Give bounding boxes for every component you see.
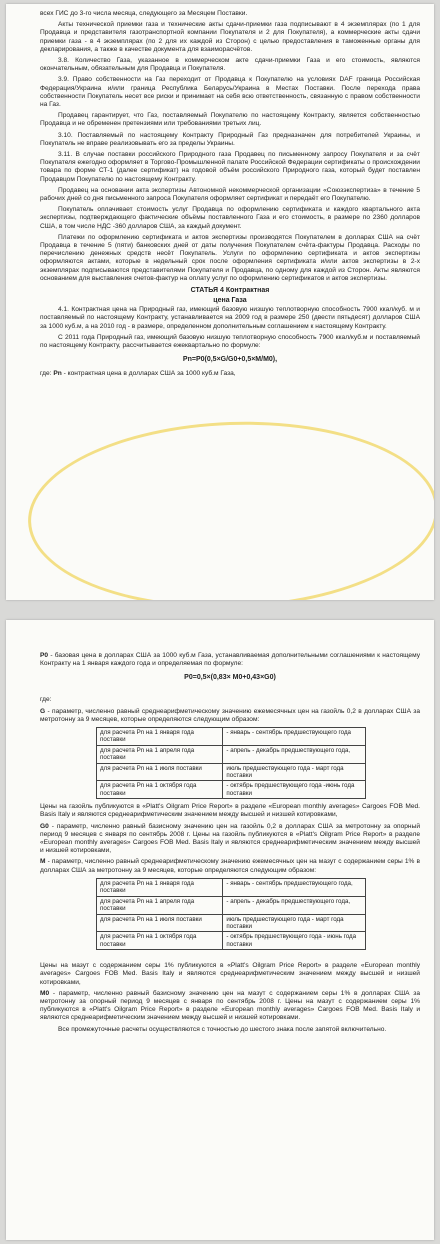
paragraph: всех ГИС до 3-го числа месяца, следующего за Месяцем Поставки.: [40, 10, 248, 17]
table-cell: - январь - сентябрь предшествующего года,: [223, 878, 366, 896]
table-cell: - октябрь предшествующего года - июнь года поставки: [223, 932, 366, 950]
where-label: где:: [40, 696, 52, 704]
table-row: [97, 728, 366, 746]
g-text: - параметр, численно равный среднеарифметическому значению ежемесячных цен на газойль 0,2 в долларах США за метротонну за 9 месяцев, которые определяются следующим образом:: [40, 707, 420, 723]
table-row: [97, 932, 366, 950]
final-paragraph: Все промежуточные расчеты осуществляются с точностью до шестого знака после запятой включительно.: [58, 1025, 387, 1033]
g0-symbol: G0: [40, 822, 49, 830]
m-period-table: [96, 878, 366, 950]
m0-text: - параметр, численно равный базисному значению цен на мазут с содержанием серы 1% в долларах США за метротонну за опорный период 9 месяцев с января по сентябрь 2008 г. Цены на мазут с содержанием серы 1% публикуются в «Platt's Oilgram Price Report» в разделе «European monthly averages» Cargoes FOB Med. Basis Italy и являются среднеарифметическим значением между высшей и низшей котировками.: [40, 989, 420, 1022]
table-cell: - апрель - декабрь предшествующего года,: [223, 896, 366, 914]
pn-definition: - контрактная цена в долларах США за 1000 куб.м Газа,: [61, 370, 236, 378]
table-cell: для расчета Pn на 1 июля поставки: [97, 763, 223, 781]
document-page-2: [6, 620, 434, 1240]
g-symbol: G: [40, 707, 46, 715]
page-1-content: [40, 10, 420, 382]
table-cell: для расчета Pn на 1 октября года поставки: [97, 781, 223, 799]
m-note: Цены на мазут с содержанием серы 1% публикуются в «Platt's Oilgram Price Report» в разделе «European monthly averages» Cargoes FOB Med. Basis Italy и являются среднеарифметическим значением между высшей и низшей котировками,: [40, 962, 420, 986]
price-paragraph: 4.1. Контрактная цена на Природный газ, имеющий базовую низшую теплотворную способность 7900 ккал/куб. м и поставляемый по настоящему Контракту, устанавливается на 2009 год в размере 250 (двести пятьдесят) долларов США за 1000 куб.м, а на 2010 год - в размере, определенном дополнительным соглашением к настоящему Контракту.: [40, 306, 420, 330]
article-title: СТАТЬЯ 4 Контрактная: [190, 287, 270, 295]
table-cell: для расчета Pn на 1 января года поставки: [97, 878, 223, 896]
paragraph: 3.8. Количество Газа, указанное в коммерческом акте сдачи-приемки Газа и его стоимость, являются окончательным, обязательным для Продавца и Покупателя.: [40, 57, 420, 73]
where-label: где:: [40, 370, 52, 378]
base-price-formula: P0=0,5×(0,83× M0+0,43×G0): [184, 674, 276, 682]
table-cell: - октябрь предшествующего года -июнь года поставки: [223, 781, 366, 799]
table-row: [97, 878, 366, 896]
g0-definition: [40, 823, 420, 856]
table-cell: для расчета Pn на 1 апреля года поставки: [97, 896, 223, 914]
table-row: [97, 896, 366, 914]
paragraph: 3.9. Право собственности на Газ переходит от Продавца к Покупателю на условиях DAF граница Российская Федерация/Украина и/или граница Республика Беларусь/Украина в Местах Поставки. После перехода права собственности Покупатель несет все риски и принимает на себя всю ответственность, связанную с правом собственности на Газ.: [40, 76, 420, 109]
m-definition: [40, 858, 420, 874]
paragraph: 3.11. В случае поставки российского Природного газа Продавец по письменному запросу Покупателя и за счёт Покупателя ежегодно оформляет в Торгово-Промышленной палате Российской Федерации сертификаты о происхождении товара по форме СТ-1 (далее сертификат) на годовой объём российского Природного газа, который будет поставлен Продавцом Покупателю по настоящему Контракту.: [40, 151, 420, 183]
table-cell: июль предшествующего года - март года поставки: [223, 914, 366, 932]
m0-symbol: M0: [40, 989, 50, 997]
p0-definition: [40, 652, 420, 668]
g-definition: [40, 708, 420, 724]
paragraph: 3.10. Поставляемый по настоящему Контракту Природный Газ предназначен для потребителей Украины, и Покупатель не вправе реализовывать его за пределы Украины.: [40, 131, 420, 147]
paragraph: Акты технической приемки газа и технические акты сдачи-приемки газа подписывают в 4 экземплярах (по 1 для Продавца и представителя газотранспортной компании Покупателя и 2 для Покупателя), а коммерческие акты сдачи приемки газа - в 4 экземплярах (по 2 для их каждой из Сторон) с целью предоставления в таможенные органы для декларирования, а также в качестве документа для взаиморасчётов.: [40, 21, 420, 53]
g0-text: - параметр, численно равный базисному значению цен на газойль 0,2 в долларах США за метротонну за опорный период 9 месяцев с января по сентябрь 2008 г. Цены на газойль публикуются в «Platt's Oilgram Price Report» в разделе «European monthly averages» Cargoes FOB Med. Basis Italy и являются среднеарифметическим значением между высшей и низшей котировками,: [40, 822, 420, 855]
table-row: [97, 781, 366, 799]
table-row: [97, 914, 366, 932]
pn-symbol: Pn: [53, 370, 62, 378]
price-formula: Pn=P0(0,5×G/G0+0,5×M/M0),: [182, 356, 278, 364]
price-paragraph: С 2011 года Природный газ, имеющий базовую низшую теплотворную способность 7900 ккал/куб.м и поставляемый по настоящему Контракту, рассчитывается ежеквартально по формуле:: [40, 333, 420, 350]
table-cell: июль предшествующего года - март года поставки: [223, 763, 366, 781]
m0-definition: [40, 990, 420, 1023]
article-subtitle: цена Газа: [213, 296, 247, 304]
table-cell: для расчета Pn на 1 января года поставки: [97, 728, 223, 746]
table-row: [97, 763, 366, 781]
table-cell: - январь - сентябрь предшествующего года: [223, 728, 366, 746]
paragraph: Платежи по оформлению сертификата и актов экспертизы производятся Покупателем в долларах США на счёт Продавца в течение 5 (пяти) банковских дней от даты получения Покупателем счёта-фактуры Продавца. Расходы по перечислению денежных средств несёт Покупатель. Услуги по оформлению сертификата и актов экспертизы оформляются актами, которые в недельный срок после оформления сертификата и/или актов экспертизы в 2-х экземплярах подписываются представителями Покупателя и Продавца, по одному для каждой из Сторон. Акты являются основанием для выставления счетов-фактур на оплату услуг по оформлению сертификатов и актов экспертизы.: [40, 233, 420, 282]
page-2-content: [40, 638, 420, 1037]
where-line: [40, 370, 420, 378]
table-cell: для расчета Pn на 1 апреля года поставки: [97, 745, 223, 763]
table-cell: - апрель - декабрь предшествующего года,: [223, 745, 366, 763]
table-cell: для расчета Pn на 1 октября года поставки: [97, 932, 223, 950]
m-text: - параметр, численно равный среднеарифметическому значению ежемесячных цен на мазут с содержанием серы 1% в долларах США за метротонну за 9 месяцев, которые определяются следующим образом:: [40, 858, 420, 874]
p0-symbol: P0: [40, 652, 49, 659]
document-page-1: [6, 4, 434, 600]
g-note: Цены на газойль публикуются в «Platt's Oilgram Price Report» в разделе «European monthly averages» Cargoes FOB Med. Basis Italy и являются среднеарифметическим значением между высшей и низшей котировками,: [40, 803, 420, 819]
g-period-table: [96, 727, 366, 799]
p0-text: - базовая цена в долларах США за 1000 куб.м Газа, устанавливаемая дополнительными соглашениями к настоящему Контракту на 1 января каждого года и определяемая по формуле:: [40, 652, 420, 668]
table-cell: для расчета Pn на 1 июля поставки: [97, 914, 223, 932]
paragraph: Продавец гарантирует, что Газ, поставляемый Покупателю по настоящему Контракту, является собственностью Продавца и не обременен претензиями или требованиями третьих лиц.: [40, 112, 420, 128]
m-symbol: M: [40, 858, 46, 866]
paragraph: Покупатель оплачивает стоимость услуг Продавца по оформлению сертификата и каждого квартального акта экспертизы, подтверждающего фактические объёмы поставленного Газа и его стоимость, в размере по 2360 долларов США, в том числе НДС -360 долларов США, за каждый документ.: [40, 206, 420, 230]
table-row: [97, 745, 366, 763]
highlight-ellipse: [25, 415, 434, 600]
paragraph: Продавец на основании акта экспертизы Автономной некоммерческой организации «Союзэкспертиза» в течение 5 рабочих дней со дня письменного запроса Покупателя оформляет сертификат и передаёт его Покупателю.: [40, 186, 420, 203]
